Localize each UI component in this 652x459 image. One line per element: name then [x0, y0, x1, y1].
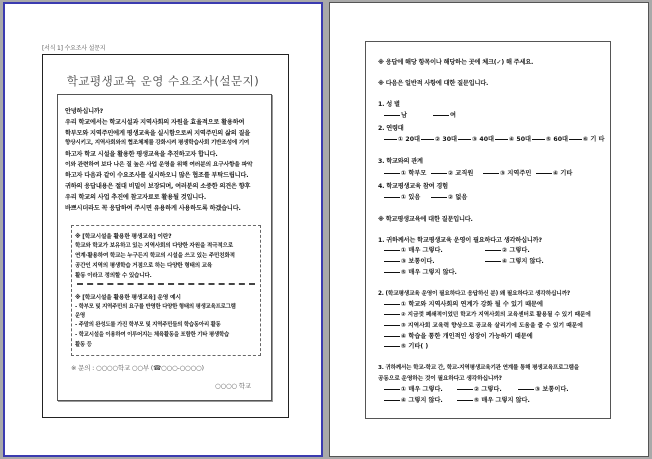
option-need[interactable]: ① 매우 그렇다.: [384, 245, 443, 254]
contact-info: ※ 문의 : ○○○○학교 ○○부 (☎○○○-○○○○): [71, 364, 204, 372]
option-age[interactable]: ④ 50대: [495, 134, 531, 143]
intro-line: 우리 학교에서는 학교시설과 지역사회의 자원을 효율적으로 활용하여: [65, 119, 245, 126]
option-cooperation[interactable]: ① 매우 그렇다.: [384, 384, 443, 393]
option-cooperation[interactable]: ③ 보통이다.: [518, 384, 569, 393]
example-line: - 학교시설을 이용하여 이루어지는 체육활동을 포함한 기타 평생학습: [75, 332, 229, 338]
definition-line: 공간인 지역의 평생학습 거점으로 하는 다양한 형태의 교육: [75, 263, 213, 269]
option-cooperation[interactable]: ④ 그렇지 않다.: [384, 395, 443, 404]
example-line: 운영: [75, 313, 86, 319]
question-cooperation: 3. 귀하께서는 학교-학교 간, 학교-지역평생교육기관 연계를 통해 평생교육프로그램을: [378, 365, 579, 371]
example-heading: ※ [학교시설을 활용한 평생교육] 운영 예시: [75, 295, 181, 301]
intro-line: 안녕하십니까?: [65, 108, 104, 115]
page-title: 학교평생교육 운영 수요조사(설문지): [66, 74, 260, 88]
section-heading: ※ 학교평생교육에 대한 질문입니다.: [378, 216, 473, 223]
definition-line: 활동 이라고 정의할 수 있습니다.: [75, 273, 152, 279]
option-reason[interactable]: ② 지금껏 폐쇄적이었던 학교가 지역사회의 교육센터로 활용될 수 있기 때문에: [384, 310, 591, 318]
option-need[interactable]: ④ 그렇지 않다.: [485, 256, 544, 265]
intro-line: 바쁘시더라도 꼭 응답하여 주시면 유용하게 사용하도록 하겠습니다.: [65, 205, 241, 212]
option-relation[interactable]: ② 교직원: [431, 168, 473, 177]
option-age[interactable]: ⑤ 60대: [532, 134, 568, 143]
definition-line: 연계·활용하여 학교는 누구든지 학교의 시설을 쓰고 있는 주민친화적: [75, 253, 235, 259]
option-reason[interactable]: ① 학교와 지역사회의 연계가 강화 될 수 있기 때문에: [384, 299, 543, 308]
option-female[interactable]: 여: [433, 110, 456, 119]
option-need[interactable]: ② 그렇다.: [485, 245, 530, 254]
option-age[interactable]: ① 20대: [384, 134, 420, 143]
option-male[interactable]: 남: [384, 110, 407, 119]
divider: [77, 283, 255, 285]
option-age[interactable]: ③ 40대: [458, 134, 494, 143]
question-relation: 3. 학교와의 관계: [378, 158, 423, 165]
option-age[interactable]: ② 30대: [421, 134, 457, 143]
form-label: [서식 1] 수요조사 설문지: [42, 45, 106, 52]
intro-line: 이와 관련하여 보다 나은 질 높은 사업 운영을 위해 여러분의 요구사항을 파악: [65, 162, 253, 168]
intro-line: 우리 학교의 사업 추진에 참고자료로 활용될 것입니다.: [65, 194, 206, 201]
question-gender: 1. 성 별: [378, 101, 400, 108]
option-reason[interactable]: ③ 지역사회 교육력 향상으로 공교육 살리기에 도움을 줄 수 있기 때문에: [384, 320, 583, 329]
question-age: 2. 연령대: [378, 125, 404, 132]
intro-line: 하고자 학교 시설을 활용한 평생교육을 추진하고자 합니다.: [65, 151, 218, 158]
question-cooperation-cont: 공동으로 운영하는 것이 필요하다고 생각하십니까?: [378, 376, 502, 382]
page-1[interactable]: [3, 2, 323, 457]
intro-line: 하고자 다음과 같이 수요조사를 실시하오니 많은 협조를 부탁드립니다.: [65, 172, 249, 179]
intro-line: 향상시키고, 지역사회와의 협조체제를 강화시켜 평생학습사회 기반조성에 기여: [65, 140, 250, 146]
option-reason[interactable]: ④ 학습을 통한 개인적인 성장이 가능하기 때문에: [384, 331, 533, 340]
school-name: ○○○○ 학교: [215, 382, 251, 390]
instruction-text: ※ 응답에 해당 항목이나 해당하는 곳에 체크(✓) 해 주세요.: [378, 59, 534, 66]
intro-line: 귀하의 응답내용은 절대 비밀이 보장되며, 여러분의 소중한 의견은 향후: [65, 183, 251, 190]
option-relation[interactable]: ③ 지역주민: [483, 168, 531, 177]
example-line: 활동 등: [75, 342, 92, 348]
example-line: - 주말의 완성도를 가진 학부모 및 지역주민들의 학습동아리 활동: [75, 322, 221, 328]
definition-heading: ※ [학교시설을 활용한 평생교육] 이란?: [75, 234, 172, 240]
question-reason: 2. (학교평생교육 운영이 필요하다고 응답하신 분) 왜 필요하다고 생각하십니까?: [378, 291, 570, 297]
definition-line: 학교와 학교가 보유하고 있는 지역사회의 다양한 자원을 적극적으로: [75, 243, 233, 249]
option-experience[interactable]: ① 있음: [384, 192, 420, 201]
option-reason[interactable]: ⑤ 기타( ): [384, 341, 428, 350]
option-need[interactable]: ⑤ 매우 그렇지 않다.: [384, 267, 457, 276]
example-line: - 학부모 및 지역주민의 요구를 반영한 다양한 형태의 평생교육프로그램: [75, 304, 236, 310]
question-experience: 4. 학교평생교육 참여 경험: [378, 183, 448, 190]
option-experience[interactable]: ② 없음: [431, 192, 467, 201]
option-relation[interactable]: ④ 기타: [536, 168, 572, 177]
intro-line: 학부모와 지역주민에게 평생교육을 실시함으로써 지역주민의 삶의 질을: [65, 130, 251, 137]
section-heading: ※ 다음은 일반적 사항에 대한 질문입니다.: [378, 80, 489, 87]
option-need[interactable]: ③ 보통이다.: [384, 256, 435, 265]
question-need: 1. 귀하께서는 학교평생교육 운영이 필요하다고 생각하십니까?: [378, 237, 542, 244]
option-cooperation[interactable]: ⑤ 매우 그렇지 않다.: [457, 395, 530, 404]
page-2[interactable]: [329, 2, 649, 457]
option-relation[interactable]: ① 학부모: [384, 168, 426, 177]
option-cooperation[interactable]: ② 그렇다.: [457, 384, 502, 393]
option-age[interactable]: ⑥ 기 타: [569, 134, 605, 143]
